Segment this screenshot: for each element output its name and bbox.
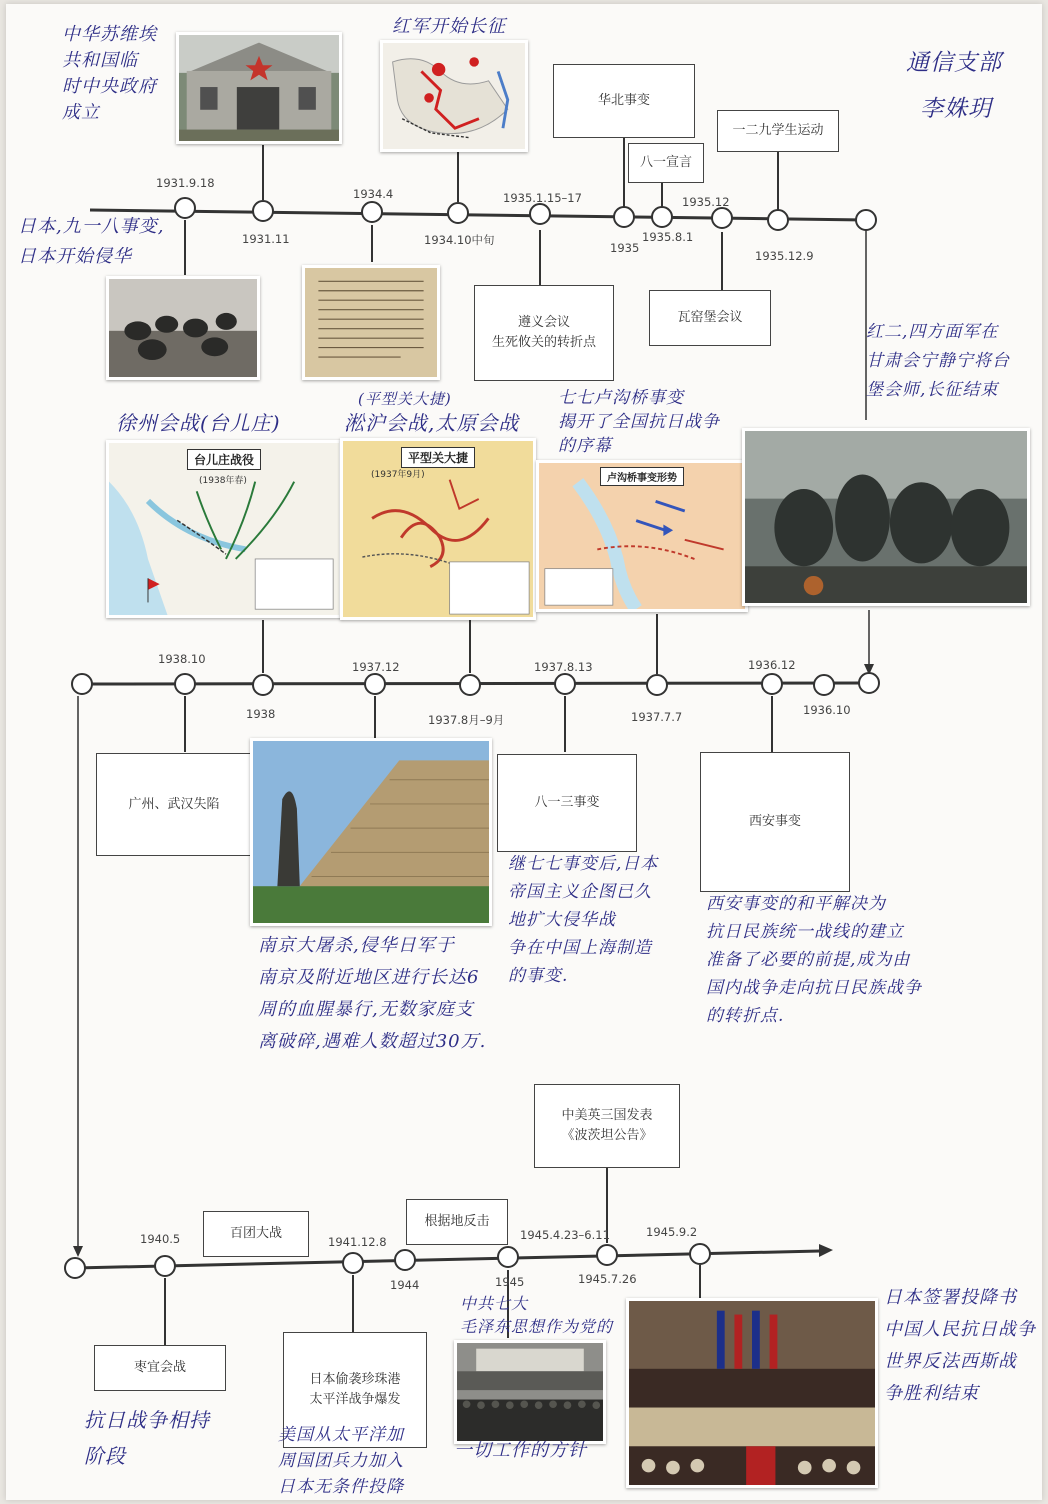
node-1945	[498, 1247, 518, 1267]
photo-surrender	[626, 1298, 878, 1488]
event-basan: 八一三事变	[497, 754, 637, 852]
node-row3-start	[65, 1258, 85, 1278]
node-1937-8-9	[460, 675, 480, 695]
map-sub-pingxingguan: (1937年9月)	[371, 470, 425, 480]
date-1931-9-18: 1931.9.18	[156, 176, 215, 190]
date-1935-12-9: 1935.12.9	[755, 249, 814, 263]
event-zhenzhugang: 日本偷袭珍珠港 太平洋战争爆发	[283, 1332, 427, 1448]
event-huabei: 华北事变	[553, 64, 695, 138]
map-title-pingxingguan: 平型关大捷	[401, 447, 475, 468]
node-1935-8-1	[652, 207, 672, 227]
date-1945-9-2: 1945.9.2	[646, 1225, 698, 1239]
event-bayi: 八一宣言	[628, 143, 704, 183]
date-1935-1: 1935.1.15–17	[503, 191, 582, 205]
node-1936-12	[762, 674, 782, 694]
date-1938: 1938	[246, 707, 276, 721]
note-xiangchi: 抗日战争相持 阶段	[84, 1408, 210, 1468]
date-1941-12-8: 1941.12.8	[328, 1235, 387, 1249]
date-1937-12: 1937.12	[352, 660, 400, 674]
event-baituan: 百团大战	[203, 1211, 309, 1257]
node-1945-7-26	[597, 1245, 617, 1265]
event-genjudi: 根据地反击	[406, 1199, 508, 1245]
node-1935-1	[530, 204, 550, 224]
node-1941-12-8	[343, 1253, 363, 1273]
node-1944	[395, 1250, 415, 1270]
date-1935: 1935	[610, 241, 640, 255]
note-nanjing: 南京大屠杀,侵华日军于 南京及附近地区进行长达6 周的血腥暴行,无数家庭支 离破碎,遇难人数超过30万.	[258, 935, 487, 1052]
note-xuzhou: 徐州会战(台儿庄)	[116, 411, 281, 435]
date-1935-12: 1935.12	[682, 195, 730, 209]
note-xian: 西安事变的和平解决为 抗日民族统一战线的建立 准备了必要的前提,成为由 国内战争走向抗日民族战争 的转折点.	[706, 894, 922, 1026]
note-lugouqiao: 七七卢沟桥事变 揭开了全国抗日战争 的序幕	[558, 388, 720, 456]
date-1937-8-13: 1937.8.13	[534, 660, 593, 674]
event-potsdam: 中美英三国发表 《波茨坦公告》	[534, 1084, 680, 1168]
photo-jiuyiba	[106, 276, 260, 380]
note-meiguo: 美国从太平洋加 周国团兵力加入 日本无条件投降	[278, 1425, 404, 1497]
event-zaoyi: 枣宜会战	[94, 1345, 226, 1391]
note-zhonghua: 中华苏维埃 共和国临 时中央政府 成立	[62, 24, 157, 123]
author-unit: 通信支部	[906, 50, 1002, 76]
photo-nanjing-memorial	[250, 738, 492, 926]
date-1940-5: 1940.5	[140, 1232, 181, 1246]
node-1935-12-9	[768, 210, 788, 230]
event-xian: 西安事变	[700, 752, 850, 892]
node-1931-11	[253, 201, 273, 221]
note-pingxingguan-top: (平型关大捷)	[358, 390, 452, 408]
node-1934-10	[448, 203, 468, 223]
map-title-lugouqiao: 卢沟桥事变形势	[600, 467, 684, 486]
note-songhu: 淞沪会战,太原会战	[344, 411, 520, 435]
author-name: 李姝玥	[920, 96, 992, 122]
node-1936-10	[814, 675, 834, 695]
note-touxiang: 日本签署投降书 中国人民抗日战争 世界反法西斯战 争胜利结束	[884, 1287, 1036, 1404]
map-sub-taierzhuang: (1938年春)	[199, 476, 247, 486]
date-1945-4: 1945.4.23–6.11	[520, 1228, 610, 1242]
date-1934-10: 1934.10中旬	[424, 233, 495, 247]
node-1935-12	[712, 208, 732, 228]
node-row2-start	[72, 674, 92, 694]
timeline-row1	[90, 210, 866, 220]
node-1937-8-13	[555, 674, 575, 694]
photo-qida	[454, 1340, 606, 1444]
date-1936-12: 1936.12	[748, 658, 796, 672]
note-yiqie: 一切工作的方针	[454, 1440, 587, 1461]
node-1937-7-7	[647, 675, 667, 695]
photo-changzheng-map	[380, 40, 528, 152]
note-hongjun: 红二,四方面军在 甘肃会宁静宁将台 堡会师,长征结束	[866, 322, 1010, 400]
date-1945: 1945	[495, 1275, 525, 1289]
node-1934-4	[362, 202, 382, 222]
node-row1-end	[856, 210, 876, 230]
photo-ruijin-building	[176, 32, 342, 144]
date-1944: 1944	[390, 1278, 420, 1292]
date-1937-8-9: 1937.8月–9月	[428, 713, 505, 727]
date-1936-10: 1936.10	[803, 703, 851, 717]
event-guangzhou: 广州、武汉失陷	[96, 753, 252, 856]
event-zunyi: 遵义会议 生死攸关的转折点	[474, 285, 614, 381]
map-pingxingguan	[340, 438, 536, 620]
event-yierjiu: 一二九学生运动	[717, 110, 839, 152]
event-wayaobao: 瓦窑堡会议	[649, 290, 771, 346]
note-changzheng: 红军开始长征	[392, 16, 506, 37]
note-jiuyiba: 日本,九一八事变, 日本开始侵华	[18, 216, 165, 267]
node-1938	[253, 675, 273, 695]
map-taierzhuang	[106, 440, 342, 618]
date-1931-11: 1931.11	[242, 232, 290, 246]
date-1934-4: 1934.4	[353, 187, 394, 201]
node-1931-9-18	[175, 198, 195, 218]
node-1935	[614, 207, 634, 227]
node-row2-end	[859, 673, 879, 693]
map-title-taierzhuang: 台儿庄战役	[187, 449, 261, 470]
date-1935-8-1: 1935.8.1	[642, 230, 694, 244]
node-1940-5	[155, 1256, 175, 1276]
note-qida: 中共七大 毛泽东思想作为党的	[460, 1294, 614, 1336]
date-1945-7-26: 1945.7.26	[578, 1272, 637, 1286]
photo-painting	[742, 428, 1030, 606]
date-1938-10: 1938.10	[158, 652, 206, 666]
map-lugouqiao	[536, 460, 748, 612]
photo-document	[302, 265, 440, 380]
node-1945-9-2	[690, 1244, 710, 1264]
node-1937-12	[365, 674, 385, 694]
node-1938-10	[175, 674, 195, 694]
date-1937-7-7: 1937.7.7	[631, 710, 683, 724]
note-jiqi: 继七七事变后,日本 帝国主义企图已久 地扩大侵华战 争在中国上海制造 的事变.	[508, 854, 659, 986]
